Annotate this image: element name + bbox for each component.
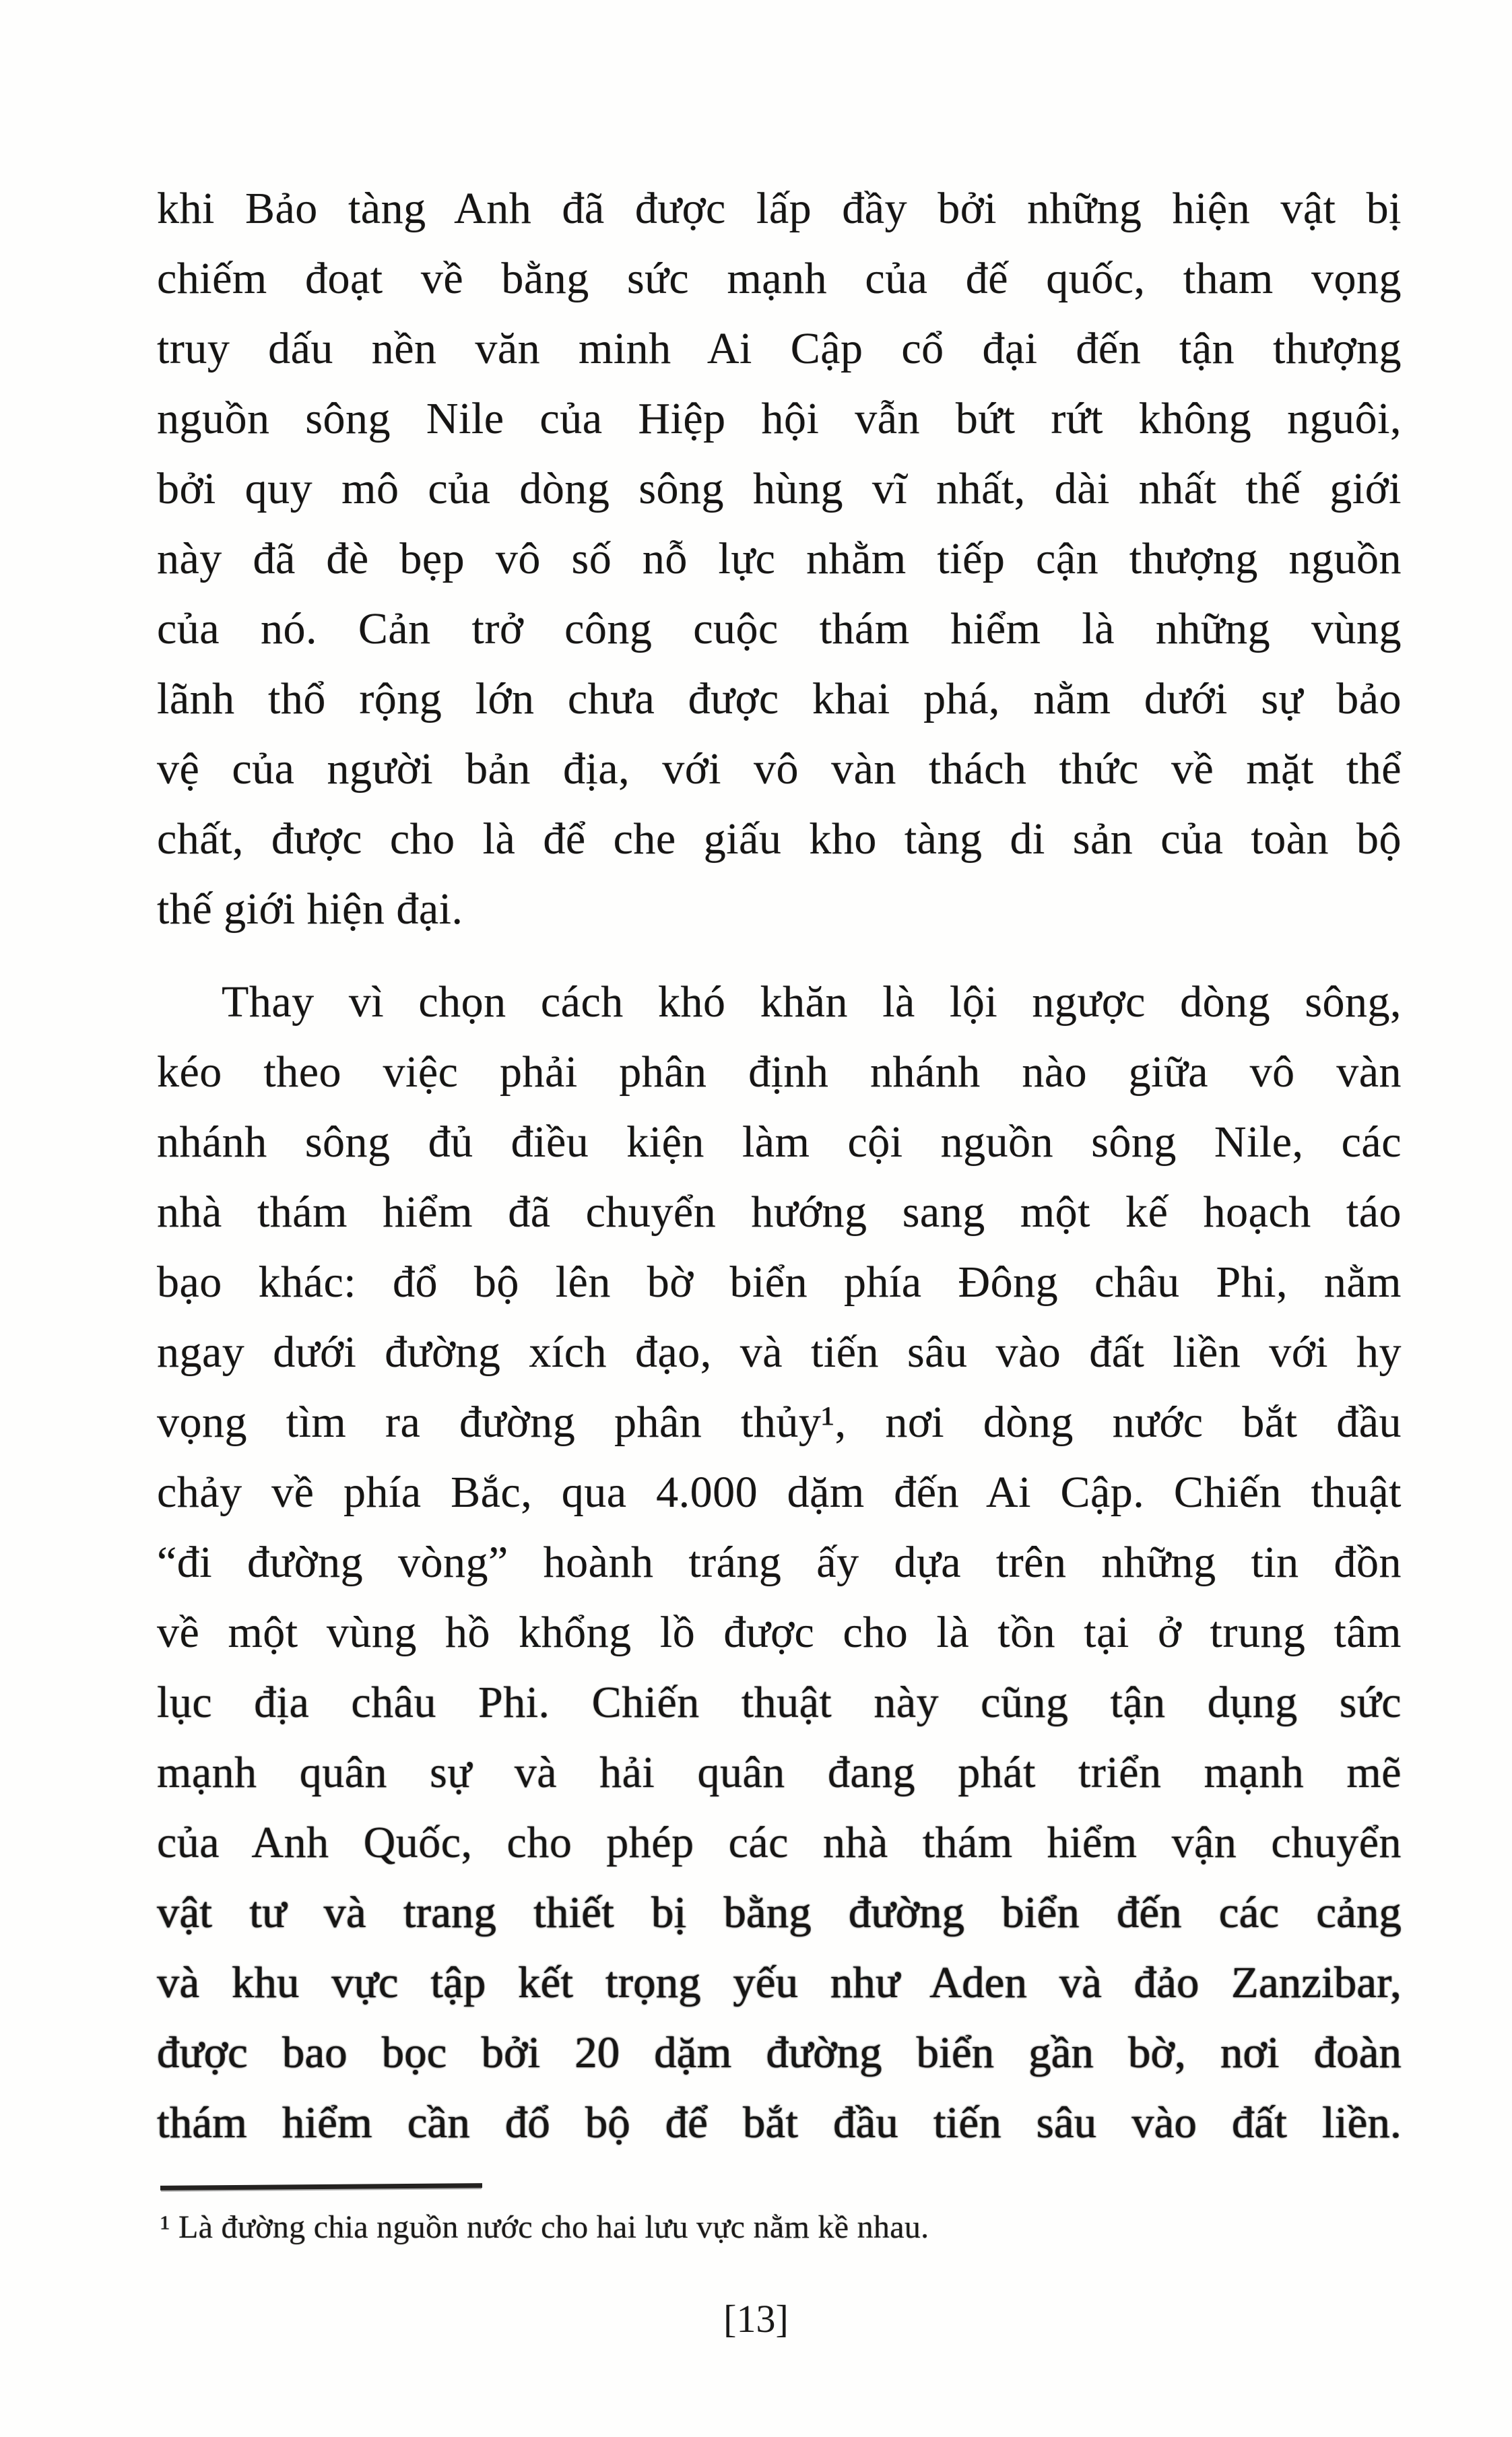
text-line: lục địa châu Phi. Chiến thuật này cũng tận dụng sức <box>157 1678 1402 1727</box>
text-line: chất, được cho là để che giấu kho tàng di sản của toàn bộ <box>157 814 1402 864</box>
text-line: thám hiểm cần đổ bộ để bắt đầu tiến sâu vào đất liền. <box>157 2098 1402 2147</box>
text-line: của Anh Quốc, cho phép các nhà thám hiểm vận chuyển <box>157 1818 1402 1867</box>
footnote-divider <box>160 2183 482 2190</box>
text-line: thế giới hiện đại. <box>157 884 463 934</box>
text-line: và khu vực tập kết trọng yếu như Aden và đảo Zanzibar, <box>157 1958 1402 2007</box>
text-line: vệ của người bản địa, với vô vàn thách thức về mặt thể <box>157 744 1402 793</box>
text-line: được bao bọc bởi 20 dặm đường biển gần bờ, nơi đoàn <box>157 2028 1402 2077</box>
text-line: mạnh quân sự và hải quân đang phát triển mạnh mẽ <box>157 1748 1402 1797</box>
text-line: truy dấu nền văn minh Ai Cập cổ đại đến tận thượng <box>157 324 1402 373</box>
footnote-text: ¹ Là đường chia nguồn nước cho hai lưu vực nằm kề nhau. <box>160 2209 929 2245</box>
text-line: chiếm đoạt về bằng sức mạnh của đế quốc, tham vọng <box>157 254 1402 303</box>
text-line: vật tư và trang thiết bị bằng đường biển đến các cảng <box>157 1888 1402 1937</box>
text-line: vọng tìm ra đường phân thủy¹, nơi dòng nước bắt đầu <box>157 1398 1402 1447</box>
text-line: lãnh thổ rộng lớn chưa được khai phá, nằm dưới sự bảo <box>157 674 1402 723</box>
text-line: kéo theo việc phải phân định nhánh nào giữa vô vàn <box>157 1047 1402 1097</box>
text-line: nguồn sông Nile của Hiệp hội vẫn bứt rứt không nguôi, <box>157 394 1402 443</box>
text-line: bởi quy mô của dòng sông hùng vĩ nhất, dài nhất thế giới <box>157 464 1402 513</box>
paragraph-continuation <box>157 174 1402 944</box>
text-line: ngay dưới đường xích đạo, và tiến sâu vào đất liền với hy <box>157 1328 1402 1377</box>
text-line: của nó. Cản trở công cuộc thám hiểm là những vùng <box>157 604 1402 653</box>
text-line: Thay vì chọn cách khó khăn là lội ngược dòng sông, <box>222 977 1402 1027</box>
text-line: “đi đường vòng” hoành tráng ấy dựa trên những tin đồn <box>157 1538 1402 1587</box>
page-number: [13] <box>723 2297 789 2341</box>
text-line: nhà thám hiểm đã chuyển hướng sang một kế hoạch táo <box>157 1188 1402 1237</box>
text-line: về một vùng hồ khổng lồ được cho là tồn tại ở trung tâm <box>157 1608 1402 1657</box>
text-line: khi Bảo tàng Anh đã được lấp đầy bởi những hiện vật bị <box>157 184 1402 233</box>
paragraph-main <box>157 967 1402 2158</box>
body-text-block <box>157 174 1402 2158</box>
text-line: chảy về phía Bắc, qua 4.000 dặm đến Ai Cập. Chiến thuật <box>157 1468 1402 1517</box>
text-line: bạo khác: đổ bộ lên bờ biển phía Đông châu Phi, nằm <box>157 1258 1402 1307</box>
text-line: nhánh sông đủ điều kiện làm cội nguồn sông Nile, các <box>157 1117 1402 1167</box>
text-line: này đã đè bẹp vô số nỗ lực nhằm tiếp cận thượng nguồn <box>157 534 1402 583</box>
